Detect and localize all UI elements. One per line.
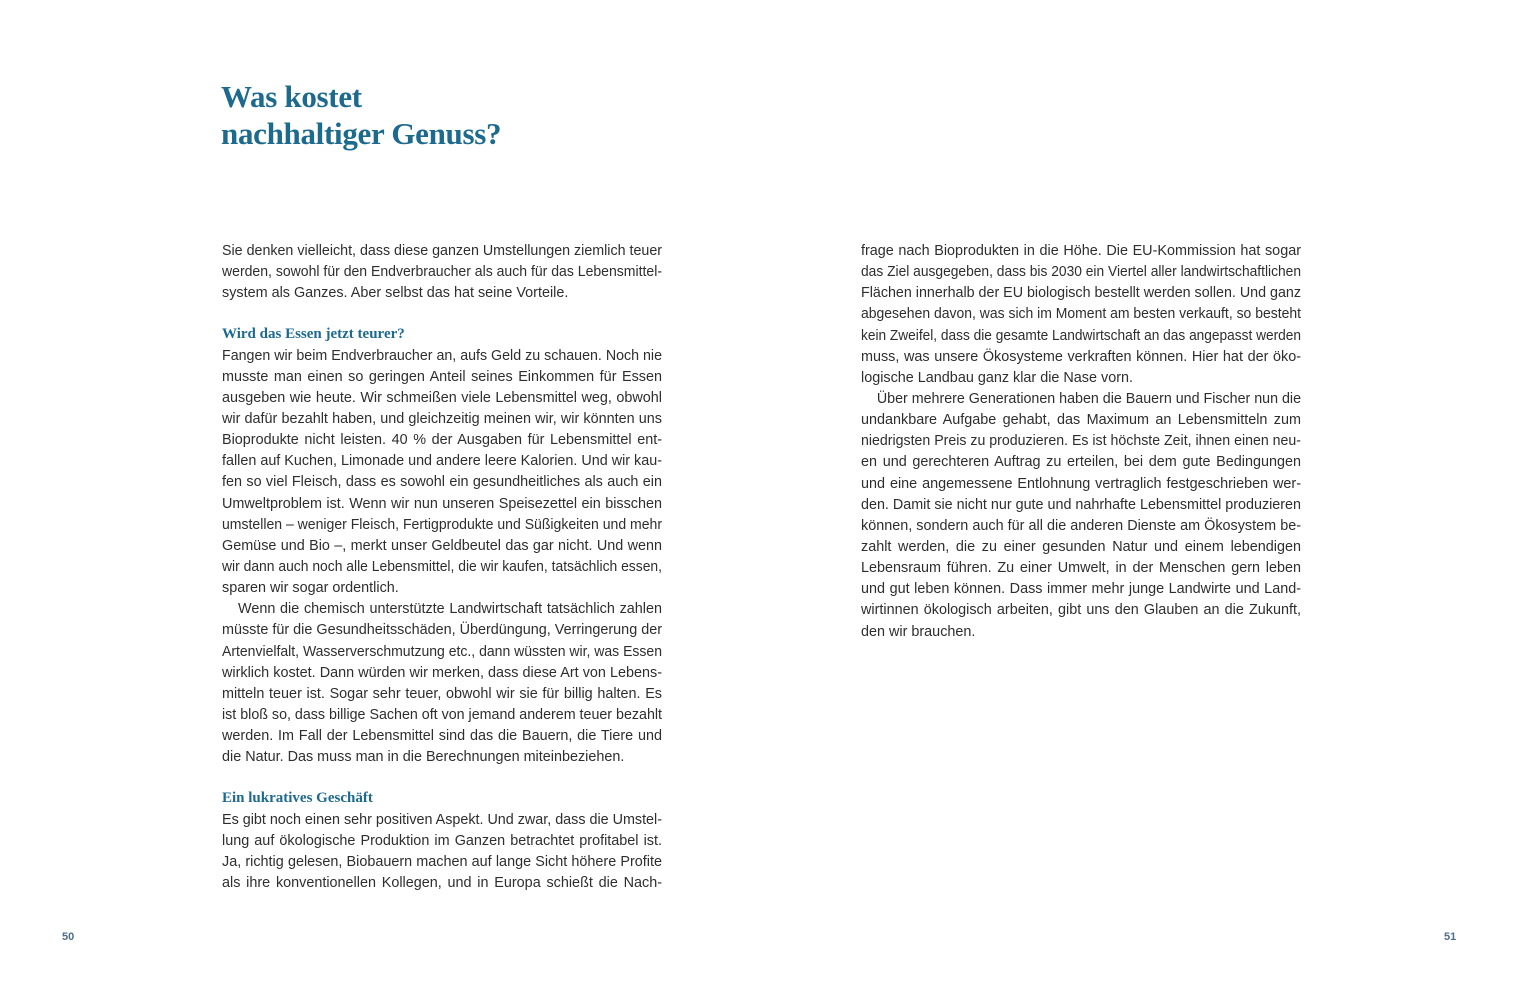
text-line xyxy=(861,622,1301,643)
text-line xyxy=(222,262,662,283)
text-line-content: kein Zweifel, dass die gesamte Landwirtschaft an das angepasst werden xyxy=(861,327,1301,344)
text-line xyxy=(222,810,662,831)
text-line xyxy=(222,705,662,726)
text-line-content: fen so viel Fleisch, dass es sowohl ein gesundheitliches als auch ein xyxy=(222,474,662,491)
text-line-content: undankbare Aufgabe gehabt, das Maximum an Lebensmitteln zum xyxy=(861,412,1301,429)
text-line-content: Bioprodukte nicht leisten. 40 % der Ausgaben für Lebensmittel ent- xyxy=(222,432,662,449)
text-line xyxy=(222,642,662,663)
text-line xyxy=(861,283,1301,304)
page-number-left: 50 xyxy=(62,931,75,943)
text-line xyxy=(222,726,662,747)
text-line-content: können, sondern auch für all die anderen Dienste am Ökosystem be- xyxy=(861,517,1301,534)
text-line xyxy=(861,452,1301,473)
text-line xyxy=(861,241,1301,262)
text-line xyxy=(222,388,662,409)
chapter-title-line: Was kostet xyxy=(221,79,362,114)
text-line-content: Es gibt noch einen sehr positiven Aspekt. Und zwar, dass die Umstel- xyxy=(222,811,663,828)
text-line-content: wirtinnen ökologisch arbeiten, gibt uns den Glauben an die Zukunft, xyxy=(861,602,1301,619)
text-line xyxy=(861,410,1301,431)
text-line-content: müsste für die Gesundheitsschäden, Überdüngung, Verringerung der xyxy=(222,622,662,639)
paragraph xyxy=(861,241,1301,389)
text-line xyxy=(861,347,1301,368)
text-line xyxy=(861,262,1301,283)
text-line xyxy=(222,663,662,684)
text-line-content: ausgeben wie heute. Wir schmeißen viele Lebensmittel weg, obwohl xyxy=(222,389,662,406)
text-line xyxy=(861,431,1301,452)
text-line xyxy=(222,557,662,578)
text-line-content: wirklich kostet. Dann würden wir merken, dass diese Art von Lebens- xyxy=(222,664,662,681)
text-line-content: den. Damit sie nicht nur gute und nahrhafte Lebensmittel produzieren xyxy=(861,496,1302,513)
text-line xyxy=(222,620,662,641)
chapter-title xyxy=(221,78,501,152)
text-line xyxy=(222,873,662,894)
text-line xyxy=(222,684,662,705)
text-line-content: ist bloß so, dass billige Sachen oft von jemand anderem teuer bezahlt xyxy=(222,706,663,723)
text-line xyxy=(222,367,662,388)
text-line-content: Wenn die chemisch unterstützte Landwirtschaft tatsächlich zahlen xyxy=(238,601,662,618)
paragraph xyxy=(222,810,662,895)
text-line-content: mitteln teuer ist. Sogar sehr teuer, obwohl wir sie für billig halten. Es xyxy=(222,685,662,702)
text-line-content: en und gerechteren Auftrag zu erteilen, bei dem gute Bedingungen xyxy=(861,454,1301,471)
text-line-content: wir dann auch noch alle Lebensmittel, die wir kaufen, tatsächlich essen, xyxy=(222,558,663,575)
text-line xyxy=(222,578,662,599)
text-line-content: werden, sowohl für den Endverbraucher als auch für das Lebensmittel- xyxy=(222,264,663,281)
right-page-column xyxy=(861,241,1301,643)
text-line xyxy=(222,599,662,620)
text-line xyxy=(861,368,1301,389)
text-line-content: Umweltproblem ist. Wenn wir nun unseren Speisezettel ein bisschen xyxy=(222,495,662,512)
text-line xyxy=(861,600,1301,621)
paragraph xyxy=(861,389,1301,643)
text-line xyxy=(222,747,662,768)
text-line-content: lung auf ökologische Produktion im Ganzen betrachtet profitabel ist. xyxy=(222,832,662,849)
text-line-content: Über mehrere Generationen haben die Bauern und Fischer nun die xyxy=(876,390,1302,407)
section-heading: Ein lukratives Geschäft xyxy=(222,790,373,807)
text-line-content: niedrigsten Preis zu produzieren. Es ist höchste Zeit, ihnen einen neu- xyxy=(861,433,1302,450)
text-line-content: Flächen innerhalb der EU biologisch bestellt werden sollen. Und ganz xyxy=(861,285,1301,302)
chapter-title-line: nachhaltiger Genuss? xyxy=(221,116,502,151)
text-line-content: das Ziel ausgegeben, dass bis 2030 ein Viertel aller landwirtschaftlichen xyxy=(861,264,1302,281)
text-line xyxy=(222,472,662,493)
text-line xyxy=(222,831,662,852)
text-line xyxy=(861,579,1301,600)
text-line xyxy=(861,326,1301,347)
paragraph xyxy=(222,599,662,768)
text-line-content: fallen auf Kuchen, Limonade und andere leere Kalorien. Und wir kau- xyxy=(222,453,663,470)
text-line-content: die Natur. Das muss man in die Berechnungen miteinbeziehen. xyxy=(222,749,625,766)
text-line-content: und eine angemessene Entlohnung vertraglich festgeschrieben wer- xyxy=(861,475,1301,492)
text-line-content: werden. Im Fall der Lebensmittel sind das die Bauern, die Tiere und xyxy=(222,728,662,745)
text-line xyxy=(861,516,1301,537)
text-line-content: wir dafür bezahlt haben, und gleichzeitig meinen wir, wir könnten uns xyxy=(222,410,662,427)
paragraph xyxy=(222,241,662,304)
text-line-content: umstellen – weniger Fleisch, Fertigprodukte und Süßigkeiten und mehr xyxy=(222,516,663,533)
text-line-content: abgesehen davon, was sich im Moment am besten verkauft, so besteht xyxy=(861,306,1302,323)
text-line xyxy=(222,515,662,536)
text-line xyxy=(861,495,1301,516)
text-line-content: zahlt werden, die zu einer gesunden Natur und einem lebendigen xyxy=(861,538,1301,555)
text-line-content: musste man einen so geringen Anteil seines Einkommen für Essen xyxy=(222,368,662,385)
text-line-content: und gut leben können. Dass immer mehr junge Landwirte und Land- xyxy=(861,581,1301,598)
text-line-content: Ja, richtig gelesen, Biobauern machen auf lange Sicht höhere Profite xyxy=(222,853,662,870)
text-line xyxy=(861,474,1301,495)
text-line xyxy=(222,283,662,304)
text-line xyxy=(222,241,662,262)
text-line xyxy=(861,304,1301,325)
text-line-content: muss, was unsere Ökosysteme verkraften können. Hier hat der öko- xyxy=(861,348,1301,365)
paragraph xyxy=(222,346,662,600)
text-line xyxy=(861,558,1301,579)
text-line xyxy=(222,451,662,472)
text-line xyxy=(222,409,662,430)
left-page-column xyxy=(222,241,662,894)
text-line xyxy=(222,536,662,557)
text-line xyxy=(222,852,662,873)
text-line-content: Gemüse und Bio –, merkt unser Geldbeutel das gar nicht. Und wenn xyxy=(222,537,662,554)
text-line xyxy=(222,346,662,367)
text-line-content: Artenvielfalt, Wasserverschmutzung etc., dann wüssten wir, was Essen xyxy=(222,643,663,660)
text-line xyxy=(222,430,662,451)
page-number-right: 51 xyxy=(1444,931,1457,943)
text-line xyxy=(861,537,1301,558)
section-heading: Wird das Essen jetzt teurer? xyxy=(222,326,405,343)
text-line-content: frage nach Bioprodukten in die Höhe. Die EU-Kommission hat sogar xyxy=(861,243,1301,259)
text-line-content: als ihre konventionellen Kollegen, und in Europa schießt die Nach- xyxy=(222,874,662,891)
text-line-content: Sie denken vielleicht, dass diese ganzen Umstellungen ziemlich teuer xyxy=(222,243,663,259)
text-line xyxy=(861,389,1301,410)
text-line xyxy=(222,494,662,515)
text-line-content: system als Ganzes. Aber selbst das hat seine Vorteile. xyxy=(222,285,569,302)
text-line-content: logische Landbau ganz klar die Nase vorn. xyxy=(861,369,1133,386)
text-line-content: Fangen wir beim Endverbraucher an, aufs Geld zu schauen. Noch nie xyxy=(222,347,663,364)
text-line-content: den wir brauchen. xyxy=(861,623,976,640)
text-line-content: sparen wir sogar ordentlich. xyxy=(222,580,399,597)
text-line-content: Lebensraum führen. Zu einer Umwelt, in der Menschen gern leben xyxy=(861,560,1301,577)
